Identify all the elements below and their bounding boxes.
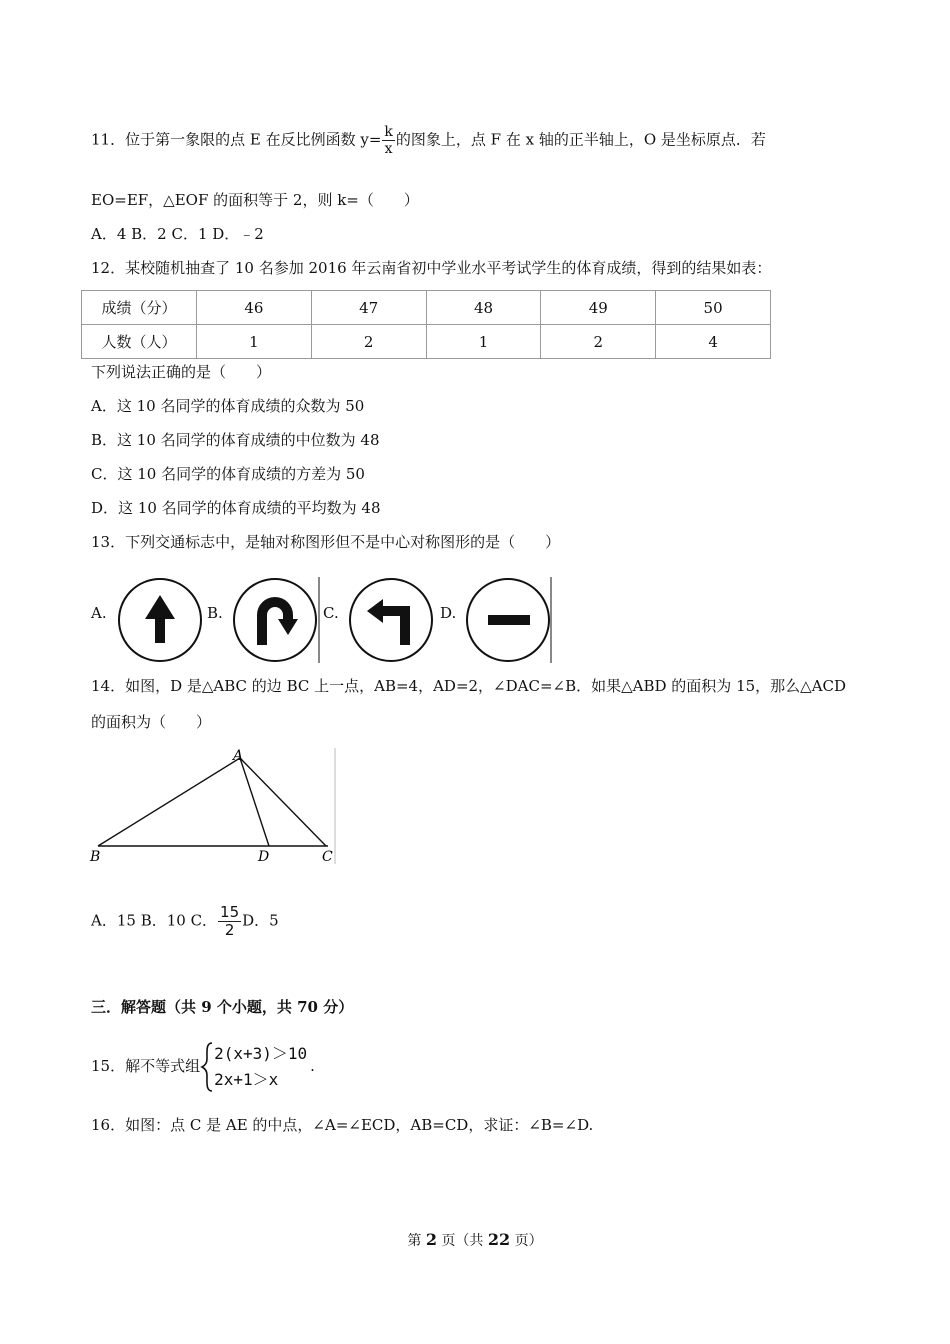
table-row — [82, 325, 771, 359]
table-row — [82, 291, 771, 325]
section-heading: 三．解答题（共 9 个小题，共 70 分） — [91, 998, 354, 1016]
q12-option-a: A．这 10 名同学的体育成绩的众数为 50 — [91, 397, 365, 415]
table-header-cell: 成绩（分） — [82, 291, 197, 325]
table-cell: 1 — [426, 325, 541, 359]
table-header-cell: 48 — [426, 291, 541, 325]
q15-line: 15．解不等式组 2(x+3)＞10 2x+1＞x . — [91, 1040, 315, 1093]
q12-option-d: D．这 10 名同学的体育成绩的平均数为 48 — [91, 499, 381, 517]
q13-label-c: C. — [323, 604, 339, 622]
q13-label-a: A. — [91, 604, 107, 622]
q11-fraction: $\frac{k}{x}$ — [384, 124, 393, 157]
q12-question: 下列说法正确的是（ ） — [91, 363, 272, 381]
q14-fraction: $\frac{15}{2}$ — [220, 903, 240, 939]
table-header-cell: 47 — [311, 291, 426, 325]
q12-score-table — [81, 290, 771, 359]
u-turn-arrow-icon — [232, 577, 322, 663]
page-number: 2 — [425, 1230, 437, 1249]
q16-text: 16．如图：点 C 是 AE 的中点，∠A=∠ECD，AB=CD，求证：∠B=∠D. — [91, 1116, 594, 1134]
table-cell: 1 — [197, 325, 312, 359]
brace-icon — [200, 1041, 214, 1093]
q14-line1: 14．如图，D 是△ABC 的边 BC 上一点，AB=4，AD=2，∠DAC=∠B．如果△ABD 的面积为 15，那么△ACD — [91, 677, 847, 695]
inequality-2: 2x+1＞x — [214, 1070, 279, 1089]
q13-label-d: D. — [440, 604, 457, 622]
label-c: C — [322, 849, 333, 865]
table-cell: 人数（人） — [82, 325, 197, 359]
q14-options: A．15 B．10 C． $\frac{15}{2}$ D．5 — [91, 903, 279, 939]
q12-option-c: C．这 10 名同学的体育成绩的方差为 50 — [91, 465, 365, 483]
segment-ab — [98, 758, 240, 846]
table-header-cell: 46 — [197, 291, 312, 325]
table-cell: 2 — [541, 325, 656, 359]
q11-text-post: 的图象上，点 F 在 x 轴的正半轴上，O 是坐标原点．若 — [395, 130, 766, 149]
segment-ad — [240, 758, 269, 846]
q12-option-b: B．这 10 名同学的体育成绩的中位数为 48 — [91, 431, 380, 449]
segment-ac — [240, 758, 326, 846]
page-footer: 第 2 页（共 22 页） — [407, 1230, 543, 1249]
q11-line1 — [91, 124, 766, 157]
inequality-system — [200, 1041, 310, 1093]
label-a: A — [233, 748, 244, 764]
no-entry-bar-icon — [464, 577, 554, 663]
q14-line2: 的面积为（ ） — [91, 713, 212, 731]
q11-options: A．4 B．2 C．1 D．﹣2 — [91, 225, 264, 243]
q12-stem: 12．某校随机抽查了 10 名参加 2016 年云南省初中学业水平考试学生的体育成绩，得到的结果如表： — [91, 259, 772, 277]
q13-stem: 13．下列交通标志中，是轴对称图形但不是中心对称图形的是（ ） — [91, 533, 561, 551]
label-d: D — [258, 849, 270, 865]
straight-arrow-icon — [117, 577, 205, 663]
q11-line2: EO=EF，△EOF 的面积等于 2，则 k=（ ） — [91, 191, 419, 209]
table-header-cell: 49 — [541, 291, 656, 325]
table-cell: 4 — [656, 325, 771, 359]
left-turn-arrow-icon — [347, 577, 437, 663]
page-total: 22 — [487, 1230, 511, 1249]
table-header-cell: 50 — [656, 291, 771, 325]
label-b: B — [90, 849, 101, 865]
triangle-figure — [88, 746, 338, 866]
table-cell: 2 — [311, 325, 426, 359]
q13-label-b: B. — [207, 604, 223, 622]
inequality-1: 2(x+3)＞10 — [214, 1044, 308, 1063]
q11-text-pre: 11．位于第一象限的点 E 在反比例函数 y= — [91, 130, 382, 149]
